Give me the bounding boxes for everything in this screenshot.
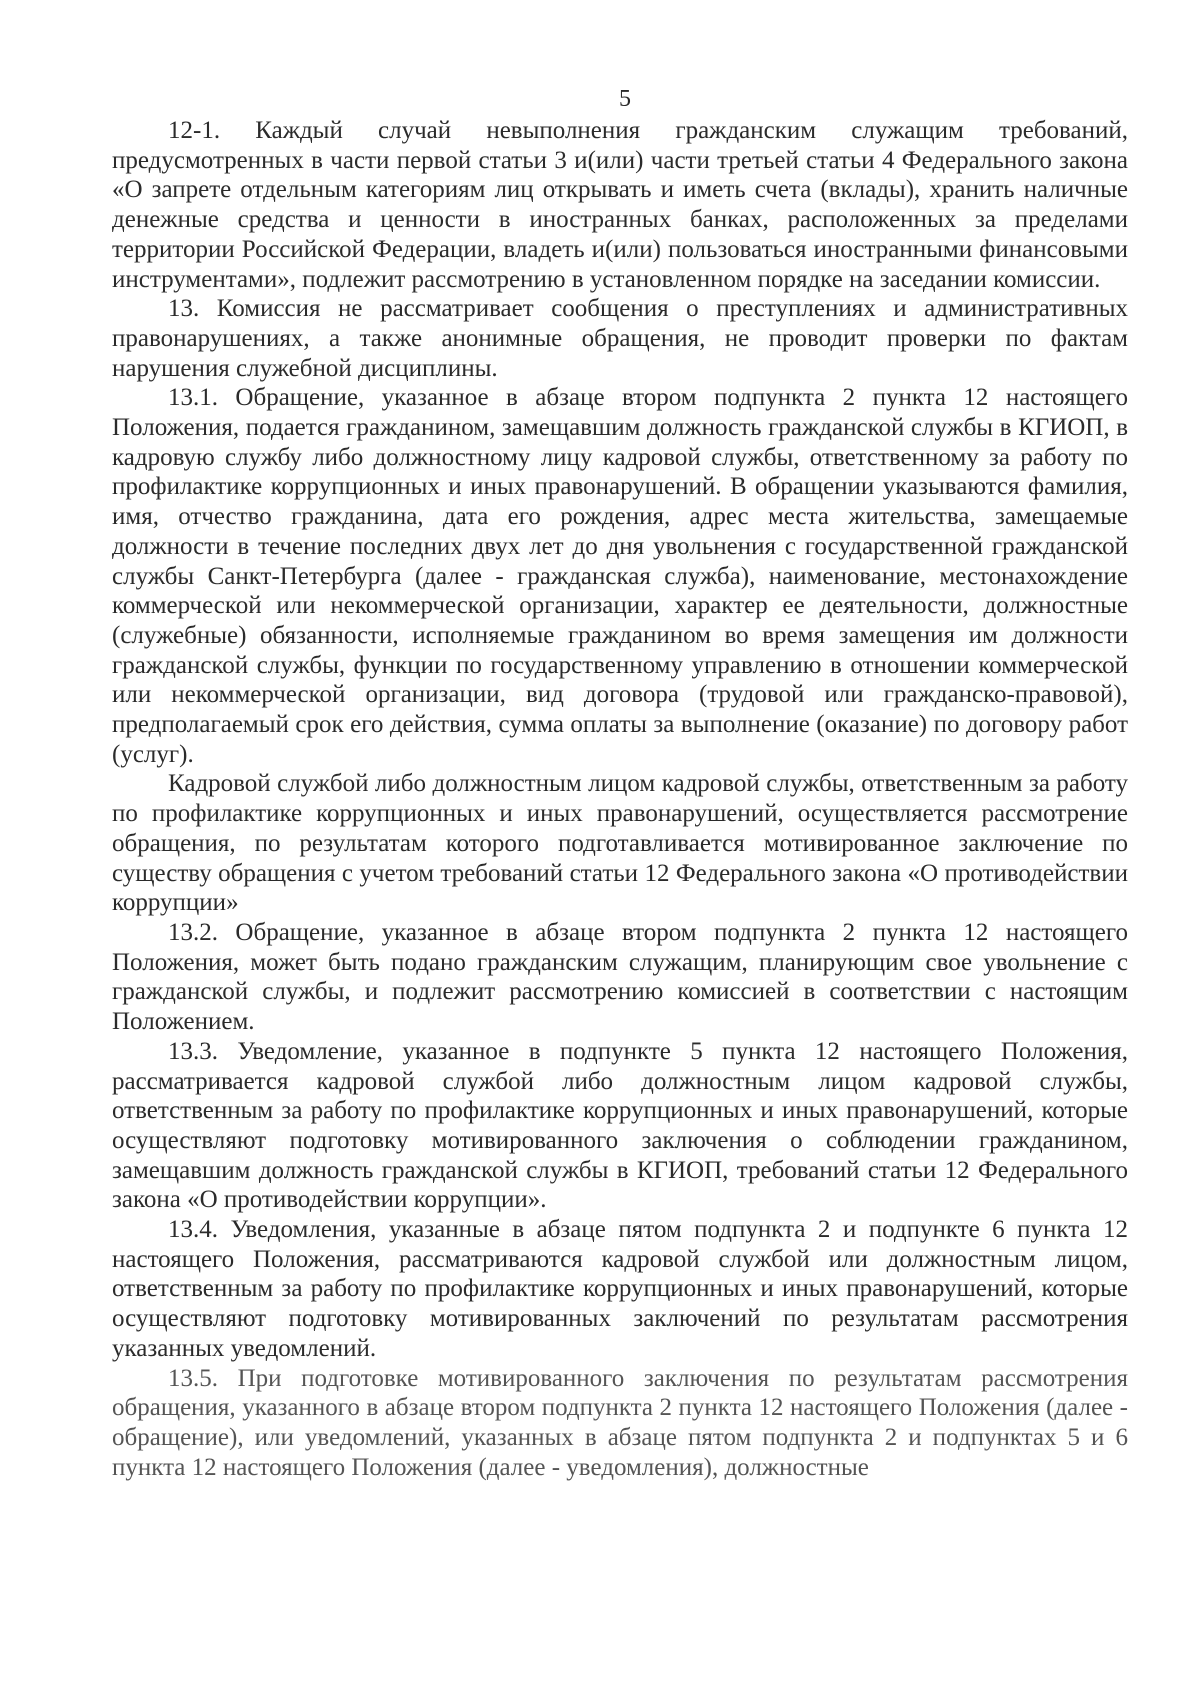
paragraph-12-1: 12-1. Каждый случай невыполнения гражданским служащим требований, предусмотренных в части первой статьи 3 и(или) части третьей статьи 4 Федерального закона «О запрете отдельным категориям лиц открывать и иметь счета (вклады), хранить наличные денежные средства и ценности в иностранных банках, расположенных за пределами территории Российской Федерации, владеть и(или) пользоваться иностранными финансовыми инструментами», подлежит рассмотрению в установленном порядке на заседании комиссии. (112, 117, 1128, 293)
paragraph-13-1-continued: Кадровой службой либо должностным лицом кадровой службы, ответственным за работу по профилактике коррупционных и иных правонарушений, осуществляется рассмотрение обращения, по результатам которого подготавливается мотивированное заключение по существу обращения с учетом требований статьи 12 Федерального закона «О противодействии коррупции» (112, 770, 1128, 917)
document-body (112, 116, 1128, 1482)
paragraph-13-2: 13.2. Обращение, указанное в абзаце втором подпункта 2 пункта 12 настоящего Положения, может быть подано гражданским служащим, планирующим свое увольнение с гражданской службы, и подлежит рассмотрению комиссией в соответствии с настоящим Положением. (112, 918, 1128, 1036)
paragraph-13-4: 13.4. Уведомления, указанные в абзаце пятом подпункта 2 и подпункте 6 пункта 12 настоящего Положения, рассматриваются кадровой службой или должностным лицом, ответственным за работу по профилактике коррупционных и иных правонарушений, которые осуществляют подготовку мотивированных заключений по результатам рассмотрения указанных уведомлений. (112, 1216, 1128, 1362)
paragraph-13: 13. Комиссия не рассматривает сообщения о преступлениях и административных правонарушениях, а также анонимные обращения, не проводит проверки по фактам нарушения служебной дисциплины. (112, 295, 1128, 382)
paragraph-13-1: 13.1. Обращение, указанное в абзаце втором подпункта 2 пункта 12 настоящего Положения, подается гражданином, замещавшим должность гражданской службы в КГИОП, в кадровую службу либо должностному лицу кадровой службы, ответственному за работу по профилактике коррупционных и иных правонарушений. В обращении указываются фамилия, имя, отчество гражданина, дата его рождения, адрес места жительства, замещаемые должности в течение последних двух лет до дня увольнения с государственной гражданской службы Санкт-Петербурга (далее - гражданская служба), наименование, местонахождение коммерческой или некоммерческой организации, характер ее деятельности, должностные (служебные) обязанности, исполняемые гражданином во время замещения им должности гражданской службы, функции по государственному управлению в отношении коммерческой или некоммерческой организации, вид договора (трудовой или гражданско-правовой), предполагаемый срок его действия, сумма оплаты за выполнение (оказание) по договору работ (услуг). (112, 384, 1128, 768)
paragraph-13-5: 13.5. При подготовке мотивированного заключения по результатам рассмотрения обращения, указанного в абзаце втором подпункта 2 пункта 12 настоящего Положения (далее - обращение), или уведомлений, указанных в абзаце пятом подпункта 2 и подпунктах 5 и 6 пункта 12 настоящего Положения (далее - уведомления), должностные (112, 1364, 1128, 1481)
page-number: 5 (619, 86, 631, 112)
paragraph-13-3: 13.3. Уведомление, указанное в подпункте 5 пункта 12 настоящего Положения, рассматривается кадровой службой либо должностным лицом кадровой службы, ответственным за работу по профилактике коррупционных и иных правонарушений, которые осуществляют подготовку мотивированного заключения о соблюдении гражданином, замещавшим должность гражданской службы в КГИОП, требований статьи 12 Федерального закона «О противодействии коррупции». (112, 1037, 1128, 1214)
